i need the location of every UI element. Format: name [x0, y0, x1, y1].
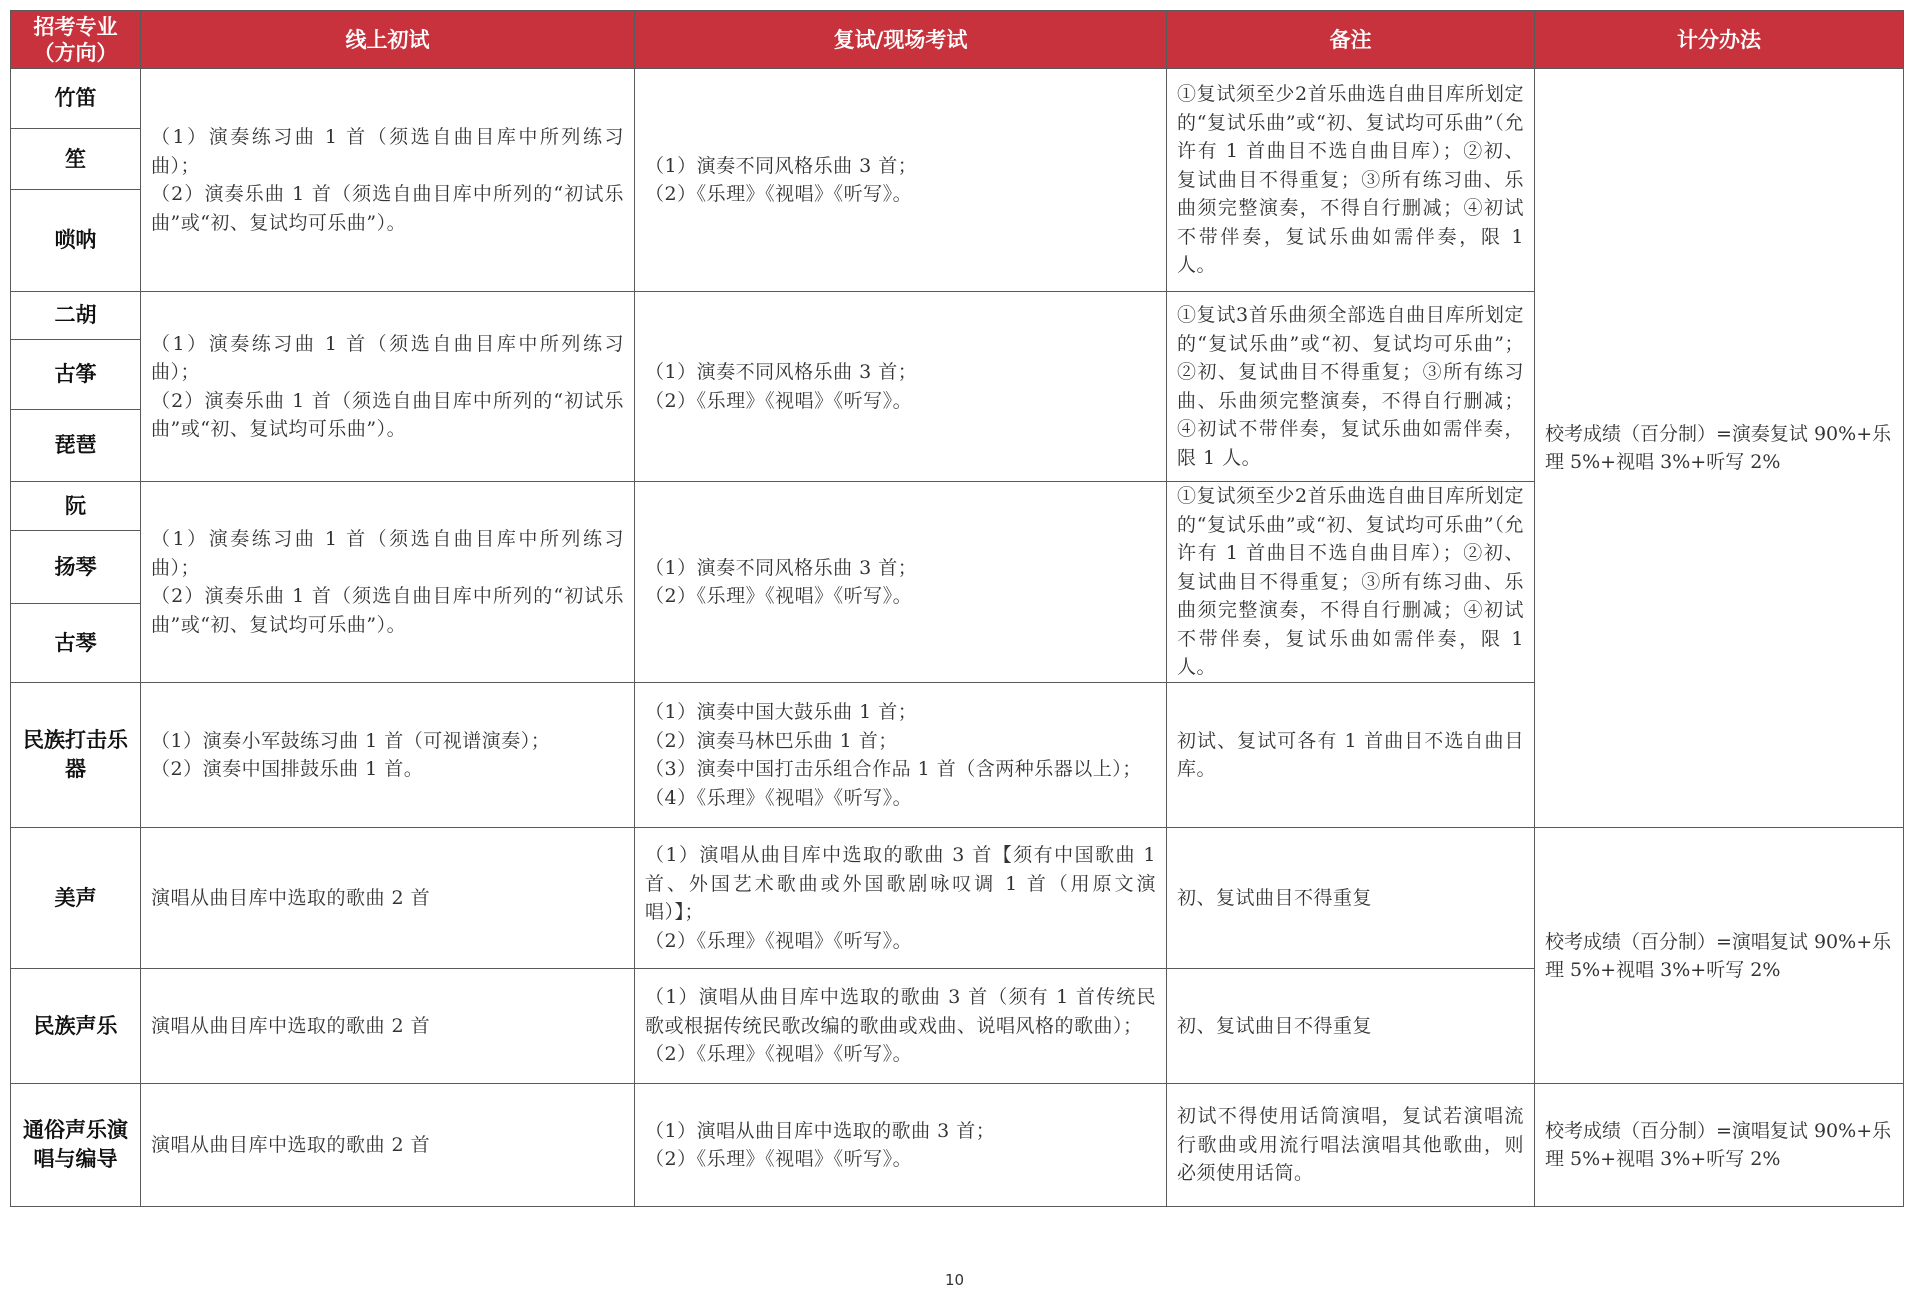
online-line: （1）演奏练习曲 1 首（须选自曲目库中所列练习曲）； [151, 332, 624, 383]
header-major-line1: 招考专业 [33, 14, 118, 39]
major-cell: 琵琶 [11, 410, 141, 482]
exam-requirements-table [10, 10, 1904, 1207]
header-remarks: 备注 [1167, 11, 1535, 69]
retest-line: （1）演奏中国大鼓乐曲 1 首； [645, 701, 918, 723]
retest-cell [635, 828, 1167, 969]
retest-line: （2）《乐理》《视唱》《听写》。 [645, 929, 913, 952]
major-cell: 美声 [11, 828, 141, 969]
major-cell: 竹笛 [11, 69, 141, 129]
retest-line: （3）演奏中国打击乐组合作品 1 首（含两种乐器以上）； [645, 758, 1142, 780]
major-cell: 民族声乐 [11, 969, 141, 1084]
online-cell [141, 969, 635, 1084]
online-line: （1）演奏小军鼓练习曲 1 首（可视谱演奏）； [151, 729, 551, 752]
major-cell: 唢呐 [11, 190, 141, 292]
remarks-line: ①复试须至少2首乐曲选自曲目库所划定的“复试乐曲”或“初、复试均可乐曲”（允许有 1 首曲目不选自曲目库）；②初、复试曲目不得重复；③所有练习曲、乐曲须完整演奏，不得自行删减；④初试不带伴奏，复试乐曲如需伴奏，限 1 人。 [1177, 83, 1524, 277]
online-line: （2）演奏乐曲 1 首（须选自曲目库中所列的“初试乐曲”或“初、复试均可乐曲”）。 [151, 183, 624, 234]
retest-line: （1）演奏不同风格乐曲 3 首； [645, 556, 918, 579]
major-cell: 通俗声乐演唱与编导 [11, 1084, 141, 1207]
online-line: （1）演奏练习曲 1 首（须选自曲目库中所列练习曲）； [151, 528, 624, 579]
retest-cell [635, 969, 1167, 1084]
header-major-line2: （方向） [33, 40, 118, 65]
remarks-cell [1167, 482, 1535, 683]
header-online: 线上初试 [141, 11, 635, 69]
online-cell [141, 1084, 635, 1207]
online-line: 演唱从曲目库中选取的歌曲 2 首 [151, 1133, 431, 1156]
retest-line: （2）《乐理》《视唱》《听写》。 [645, 585, 913, 607]
remarks-line: 初试、复试可各有 1 首曲目不选自曲目库。 [1177, 729, 1524, 780]
online-cell [141, 482, 635, 683]
major-cell: 二胡 [11, 292, 141, 340]
retest-line: （2）《乐理》《视唱》《听写》。 [645, 1043, 913, 1066]
online-line: 演唱从曲目库中选取的歌曲 2 首 [151, 886, 431, 909]
table-row [11, 1084, 1904, 1207]
online-line: （2）演奏中国排鼓乐曲 1 首。 [151, 758, 424, 780]
retest-line: （1）演唱从曲目库中选取的歌曲 3 首（须有 1 首传统民歌或根据传统民歌改编的歌曲或戏曲、说唱风格的歌曲）； [645, 986, 1156, 1037]
retest-line: （2）《乐理》《视唱》《听写》。 [645, 389, 913, 412]
scoring-cell-popular: 校考成绩（百分制）=演唱复试 90%+乐理 5%+视唱 3%+听写 2% [1535, 1084, 1904, 1207]
major-cell: 民族打击乐器 [11, 683, 141, 828]
page-number: 10 [944, 1271, 965, 1289]
major-cell: 古琴 [11, 604, 141, 683]
header-retest: 复试/现场考试 [635, 11, 1167, 69]
major-cell: 笙 [11, 129, 141, 190]
online-cell [141, 828, 635, 969]
scoring-cell-instrumental: 校考成绩（百分制）=演奏复试 90%+乐理 5%+视唱 3%+听写 2% [1535, 69, 1904, 828]
retest-cell [635, 683, 1167, 828]
online-line: （1）演奏练习曲 1 首（须选自曲目库中所列练习曲）； [151, 126, 624, 177]
online-cell [141, 69, 635, 292]
online-cell [141, 292, 635, 482]
online-line: （2）演奏乐曲 1 首（须选自曲目库中所列的“初试乐曲”或“初、复试均可乐曲”）。 [151, 585, 624, 636]
retest-cell [635, 292, 1167, 482]
remarks-cell [1167, 969, 1535, 1084]
remarks-cell [1167, 69, 1535, 292]
retest-line: （4）《乐理》《视唱》《听写》。 [645, 786, 913, 809]
remarks-line: 初试不得使用话筒演唱，复试若演唱流行歌曲或用流行唱法演唱其他歌曲，则必须使用话筒。 [1177, 1105, 1524, 1185]
retest-line: （2）《乐理》《视唱》《听写》。 [645, 1148, 913, 1170]
retest-cell [635, 1084, 1167, 1207]
online-cell [141, 683, 635, 828]
remarks-cell [1167, 683, 1535, 828]
retest-line: （2）演奏马林巴乐曲 1 首； [645, 729, 898, 752]
retest-cell [635, 69, 1167, 292]
retest-line: （2）《乐理》《视唱》《听写》。 [645, 183, 913, 205]
major-cell: 古筝 [11, 340, 141, 410]
header-major [11, 11, 141, 69]
retest-line: （1）演唱从曲目库中选取的歌曲 3 首【须有中国歌曲 1 首、外国艺术歌曲或外国歌剧咏叹调 1 首（用原文演唱）】； [645, 844, 1156, 923]
retest-line: （1）演唱从曲目库中选取的歌曲 3 首； [645, 1119, 996, 1142]
remarks-line: ①复试3首乐曲须全部选自曲目库所划定的“复试乐曲”或“初、复试均可乐曲”；②初、复试曲目不得重复；③所有练习曲、乐曲须完整演奏，不得自行删减；④初试不带伴奏，复试乐曲如需伴奏，限 1 人。 [1177, 304, 1524, 469]
online-line: （2）演奏乐曲 1 首（须选自曲目库中所列的“初试乐曲”或“初、复试均可乐曲”）。 [151, 389, 624, 440]
remarks-cell [1167, 828, 1535, 969]
remarks-cell [1167, 1084, 1535, 1207]
major-cell: 阮 [11, 482, 141, 531]
retest-line: （1）演奏不同风格乐曲 3 首； [645, 361, 918, 383]
online-line: 演唱从曲目库中选取的歌曲 2 首 [151, 1014, 431, 1037]
remarks-cell [1167, 292, 1535, 482]
retest-cell [635, 482, 1167, 683]
table-row [11, 828, 1904, 969]
table-row [11, 69, 1904, 129]
scoring-cell-vocal: 校考成绩（百分制）=演唱复试 90%+乐理 5%+视唱 3%+听写 2% [1535, 828, 1904, 1084]
header-scoring: 计分办法 [1535, 11, 1904, 69]
remarks-line: ①复试须至少2首乐曲选自曲目库所划定的“复试乐曲”或“初、复试均可乐曲”（允许有 1 首曲目不选自曲目库）；②初、复试曲目不得重复；③所有练习曲、乐曲须完整演奏，不得自行删减；④初试不带伴奏，复试乐曲如需伴奏，限 1 人。 [1177, 485, 1524, 679]
retest-line: （1）演奏不同风格乐曲 3 首； [645, 154, 918, 177]
remarks-line: 初、复试曲目不得重复 [1177, 886, 1373, 909]
major-cell: 扬琴 [11, 531, 141, 604]
table-header-row [11, 11, 1904, 69]
remarks-line: 初、复试曲目不得重复 [1177, 1014, 1373, 1037]
